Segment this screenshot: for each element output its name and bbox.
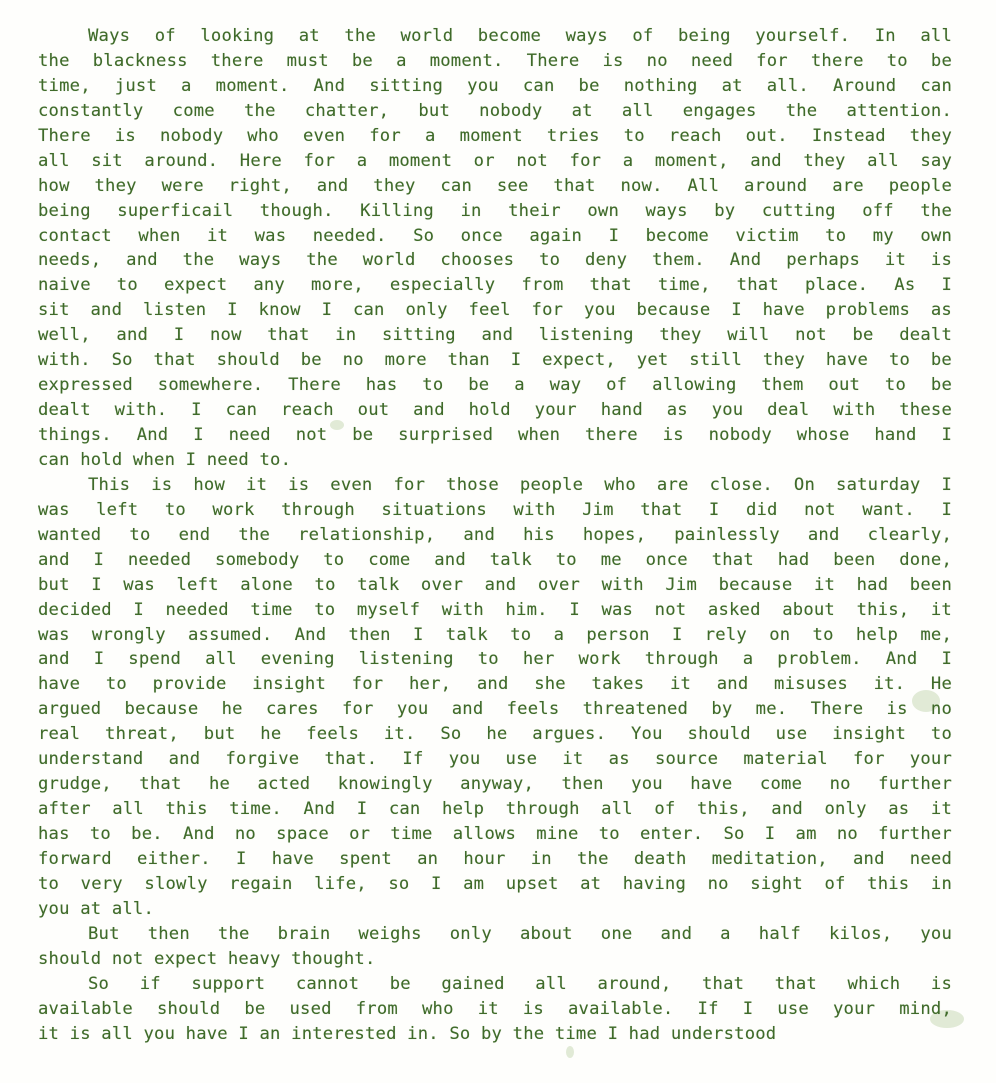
text-line: and I spend all evening listening to her work through a problem. And I [38,649,952,670]
text-line: understand and forgive that. If you use it as source material for your [38,749,952,770]
text-line: you at all. [38,898,155,919]
text-line: There is nobody who even for a moment tries to reach out. Instead they [38,125,952,146]
paragraph [38,972,952,1047]
text-line: should not expect heavy thought. [38,948,376,969]
text-line: But then the brain weighs only about one and a half kilos, you [88,923,952,944]
text-line: real threat, but he feels it. So he argues. You should use insight to [38,724,952,745]
paragraph [38,922,952,972]
paper-speck [566,1046,574,1058]
text-line: decided I needed time to myself with him. I was not asked about this, it [38,599,952,620]
text-line: argued because he cares for you and feels threatened by me. There is no [38,699,952,720]
text-line: can hold when I need to. [38,449,292,470]
text-line: available should be used from who it is available. If I use your mind, [38,998,952,1019]
paragraph [38,24,952,473]
text-line: after all this time. And I can help through all of this, and only as it [38,799,952,820]
text-line: contact when it was needed. So once again I become victim to my own [38,225,952,246]
text-line: was left to work through situations with Jim that I did not want. I [38,499,952,520]
paragraph [38,473,952,922]
text-line: forward either. I have spent an hour in the death meditation, and need [38,848,952,869]
text-line: to very slowly regain life, so I am upset at having no sight of this in [38,873,952,894]
text-line: all sit around. Here for a moment or not for a moment, and they all say [38,150,952,171]
text-line: has to be. And no space or time allows mine to enter. So I am no further [38,824,952,844]
text-line: grudge, that he acted knowingly anyway, then you have come no further [38,774,952,795]
text-line: This is how it is even for those people who are close. On saturday I [88,474,952,495]
text-line: sit and listen I know I can only feel for you because I have problems as [38,300,952,321]
text-line: and I needed somebody to come and talk to me once that had been done, [38,549,952,570]
text-line: dealt with. I can reach out and hold your hand as you deal with these [38,400,952,421]
text-line: Ways of looking at the world become ways of being yourself. In all [88,26,952,46]
text-line: the blackness there must be a moment. There is no need for there to be [38,50,952,71]
text-line: time, just a moment. And sitting you can be nothing at all. Around can [38,75,952,96]
text-line: naive to expect any more, especially from that time, that place. As I [38,275,952,296]
text-line: was wrongly assumed. And then I talk to a person I rely on to help me, [38,624,952,645]
text-line: needs, and the ways the world chooses to deny them. And perhaps it is [38,250,952,271]
text-line: things. And I need not be surprised when there is nobody whose hand I [38,425,952,445]
text-line: So if support cannot be gained all around, that that which is [88,973,952,994]
text-line: well, and I now that in sitting and listening they will not be dealt [38,325,952,346]
text-line: how they were right, and they can see that now. All around are people [38,175,952,196]
text-line: with. So that should be no more than I expect, yet still they have to be [38,350,952,371]
text-line: have to provide insight for her, and she takes it and misuses it. He [38,674,952,695]
text-line: but I was left alone to talk over and over with Jim because it had been [38,574,952,595]
text-line: expressed somewhere. There has to be a way of allowing them out to be [38,375,952,396]
text-line: being superficail though. Killing in their own ways by cutting off the [38,200,952,221]
text-line: constantly come the chatter, but nobody at all engages the attention. [38,100,952,121]
typed-text-body [38,24,952,1046]
text-line: it is all you have I an interested in. So by the time I had understood [38,1023,777,1044]
text-line: wanted to end the relationship, and his hopes, painlessly and clearly, [38,524,952,545]
